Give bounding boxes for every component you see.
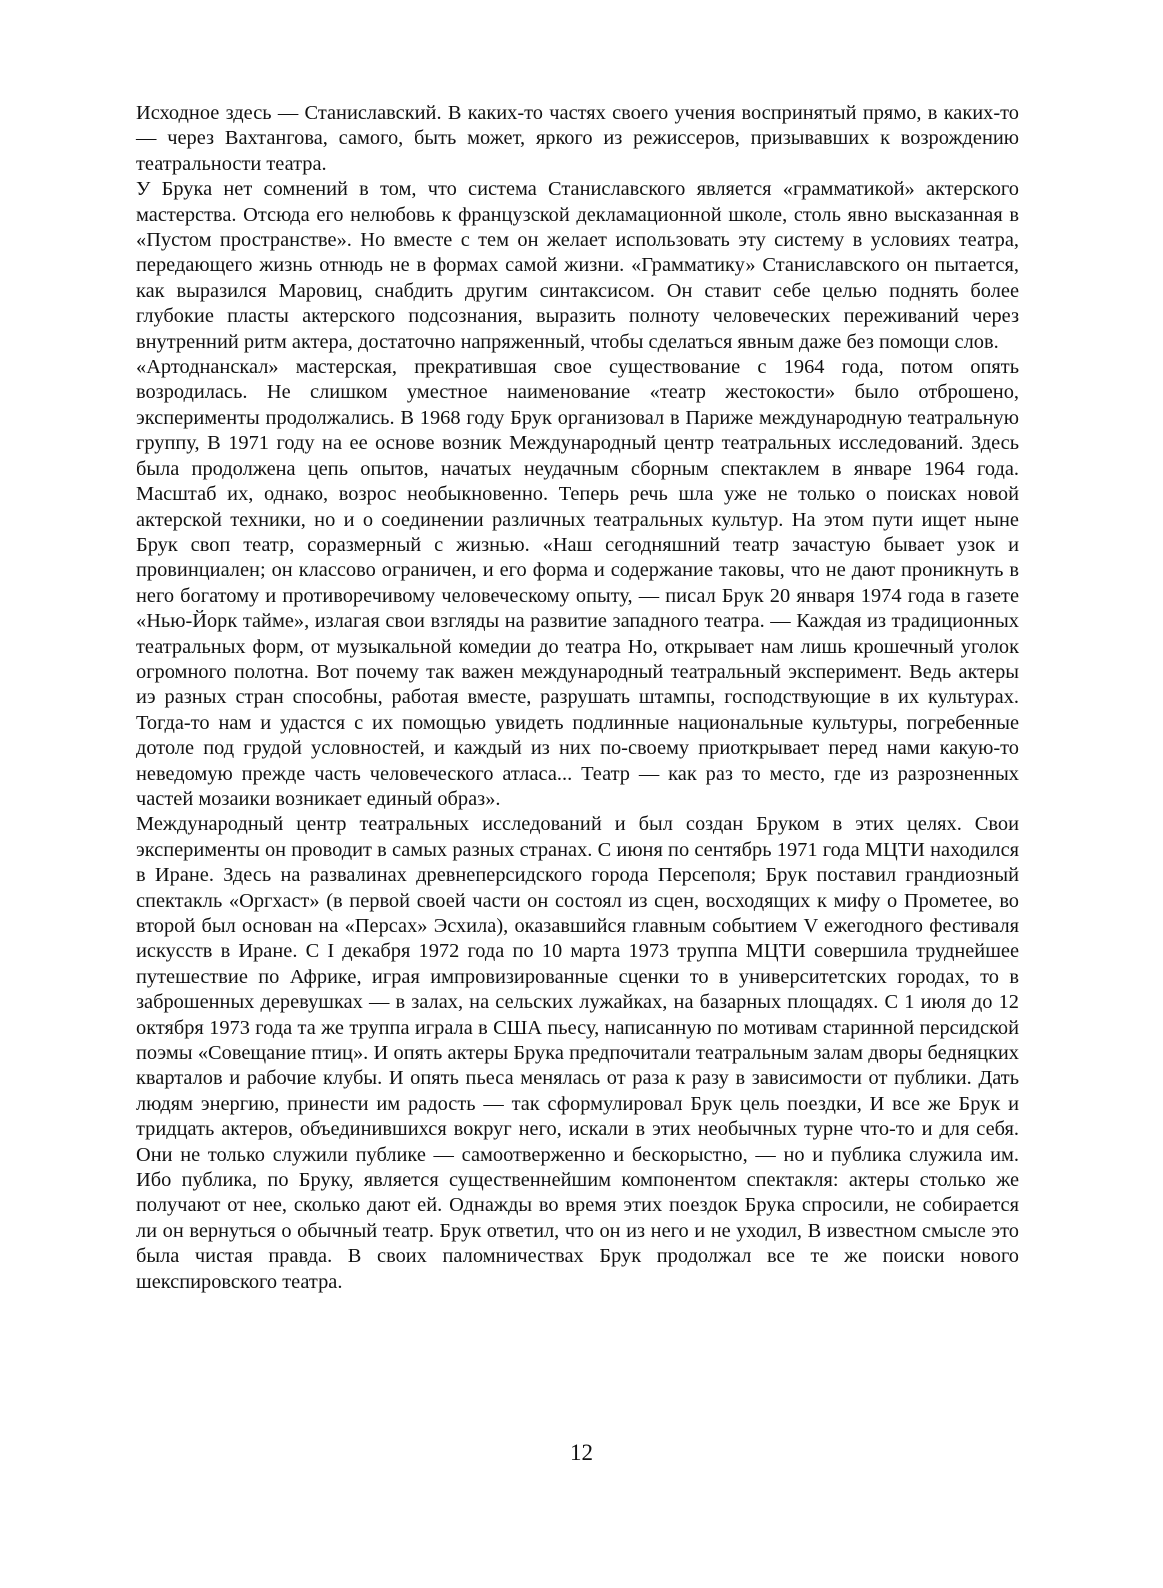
paragraph: Международный центр театральных исследований и был создан Бруком в этих целях. Свои эксперименты он проводит в самых разных странах. С июня по сентябрь 1971 года МЦТИ находился в Иране. Здесь на развалинах древнеперсидского города Персеполя; Брук поставил грандиозный спектакль «Оргхаст» (в первой своей части он состоял из сцен, восходящих к мифу о Прометее, во второй был основан на «Персах» Эсхила), оказавшийся главным событием V ежегодного фестиваля искусств в Иране. С I декабря 1972 года по 10 марта 1973 труппа МЦТИ совершила труднейшее путешествие по Африке, играя импровизированные сценки то в университетских городах, то в заброшенных деревушках — в залах, на сельских лужайках, на базарных площадях. С 1 июля до 12 октября 1973 года та же труппа играла в США пьесу, написанную по мотивам старинной персидской поэмы «Совещание птиц». И опять актеры Брука предпочитали театральным залам дворы бедняцких кварталов и рабочие клубы. И опять пьеса менялась от раза к разу в зависимости от публики. Дать людям энергию, принести им радость — так сформулировал Брук цель поездки, И все же Брук и тридцать актеров, объединившихся вокруг него, искали в этих необычных турне что-то и для себя. Они не только служили публике — самоотверженно и бескорыстно, — но и публика служила им. Ибо публика, по Бруку, является существеннейшим компонентом спектакля: актеры столько же получают от нее, сколько дают ей. Однажды во время этих поездок Брука спросили, не собирается ли он вернуться о обычный театр. Брук ответил, что он из него и не уходил, В известном смысле это была чистая правда. В своих паломничествах Брук продолжал все те же поиски нового шекспировского театра. xyxy=(136,813,1019,1293)
document-body xyxy=(136,101,1019,1295)
paragraph: У Брука нет сомнений в том, что система Станиславского является «грамматикой» актерского мастерства. Отсюда его нелюбовь к французской декламационной школе, столь явно высказанная в «Пустом пространстве». Но вместе с тем он желает использовать эту систему в условиях театра, передающего жизнь отнюдь не в формах самой жизни. «Грамматику» Станиславского он пытается, как выразился Маровиц, снабдить другим синтаксисом. Он ставит себе целью поднять более глубокие пласты актерского подсознания, выразить полноту человеческих переживаний через внутренний ритм актера, достаточно напряженный, чтобы сделаться явным даже без помощи слов. xyxy=(136,178,1019,353)
paragraph: Исходное здесь — Станиславский. В каких-то частях своего учения воспринятый прямо, в каких-то — через Вахтангова, самого, быть может, яркого из режиссеров, призывавших к возрождению театральности театра. xyxy=(136,102,1019,175)
paragraph: «Артоднанскал» мастерская, прекратившая свое существование с 1964 года, потом опять возродилась. Не слишком уместное наименование «театр жестокости» было отброшено, эксперименты продолжались. В 1968 году Брук организовал в Париже международную театральную группу, В 1971 году на ее основе возник Международный центр театральных исследований. Здесь была продолжена цепь опытов, начатых неудачным сборным спектаклем в январе 1964 года. Масштаб их, однако, возрос необыкновенно. Теперь речь шла уже не только о поисках новой актерской техники, но и о соединении различных театральных культур. На этом пути ищет ныне Брук своп театр, соразмерный с жизнью. «Наш сегодняшний театр зачастую бывает узок и провинциален; он классово ограничен, и его форма и содержание таковы, что не дают проникнуть в него богатому и противоречивому человеческому опыту, — писал Брук 20 января 1974 года в газете «Нью-Йорк тайме», излагая свои взгляды на развитие западного театра. — Каждая из традиционных театральных форм, от музыкальной комедии до театра Но, открывает нам лишь крошечный уголок огромного полотна. Вот почему так важен международный театральный эксперимент. Ведь актеры иэ разных стран способны, работая вместе, разрушать штампы, господствующие в их культурах. Тогда-то нам и удастся с их помощью увидеть подлинные национальные культуры, погребенные дотоле под грудой условностей, и каждый из них по-своему приоткрывает перед нами какую-то неведомую прежде часть человеческого атласа... Театр — как раз то место, где из разрозненных частей мозаики возникает единый образ». xyxy=(136,356,1019,810)
page-number: 12 xyxy=(570,1440,593,1465)
